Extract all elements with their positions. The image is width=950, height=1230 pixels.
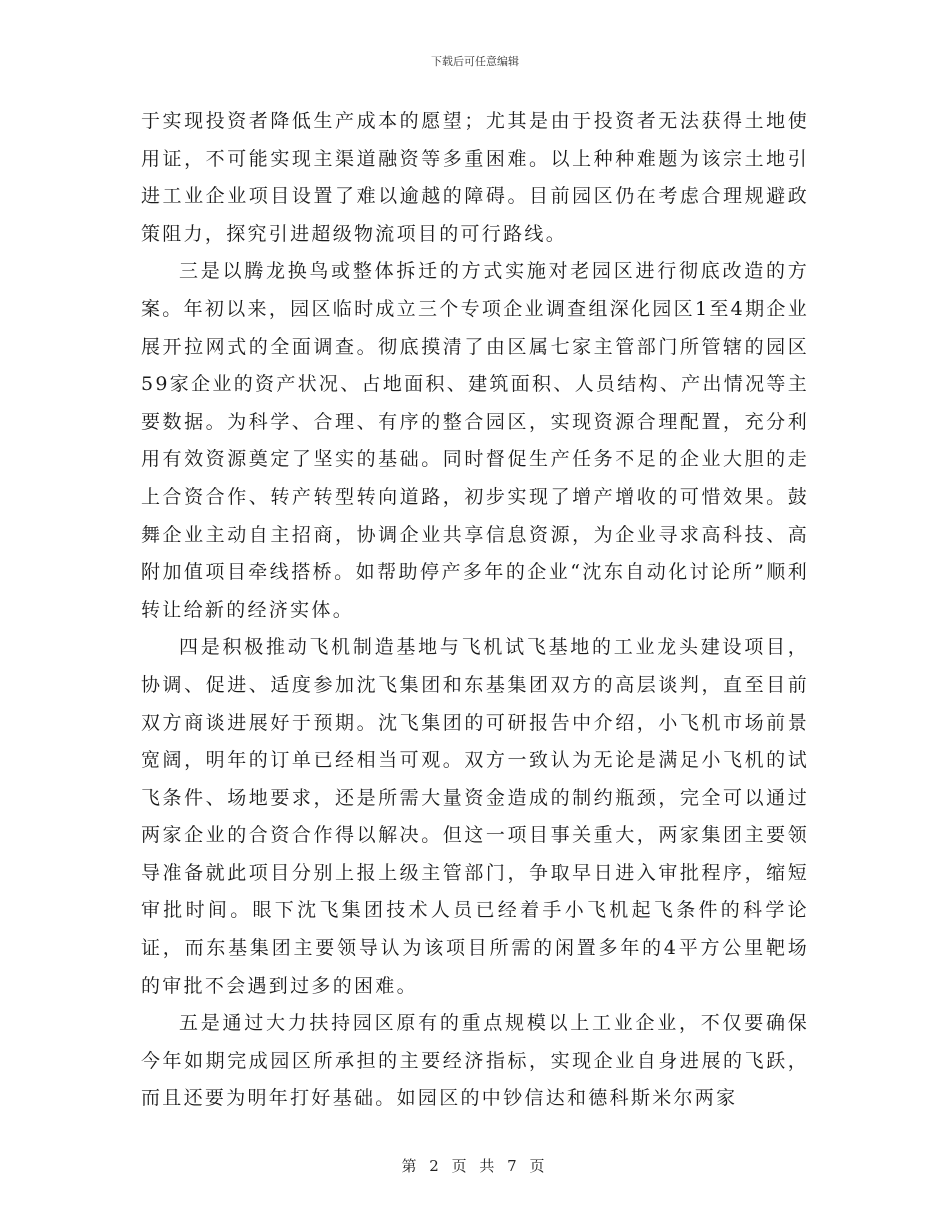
- page-header: 下载后可任意编辑: [431, 55, 519, 68]
- page-footer: 第 2 页 共 7 页: [401, 1157, 549, 1175]
- paragraph-3: 四是积极推动飞机制造基地与飞机试飞基地的工业龙头建设项目，协调、促进、适度参加沈飞集团和东基集团双方的高层谈判，直至目前双方商谈进展好于预期。沈飞集团的可研报告中介绍，小飞机市场前景宽阔，明年的订单已经相当可观。双方一致认为无论是满足小飞机的试飞条件、场地要求，还是所需大量资金造成的制约瓶颈，完全可以通过两家企业的合资合作得以解决。但这一项目事关重大，两家集团主要领导准备就此项目分别上报上级主管部门，争取早日进入审批程序，缩短审批时间。眼下沈飞集团技术人员已经着手小飞机起飞条件的科学论证，而东基集团主要领导认为该项目所需的闲置多年的4平方公里靶场的审批不会遇到过多的困难。: [141, 636, 809, 997]
- paragraph-4: 五是通过大力扶持园区原有的重点规模以上工业企业，不仅要确保今年如期完成园区所承担的主要经济指标，实现企业自身进展的飞跃，而且还要为明年打好基础。如园区的中钞信达和德科斯米尔两家: [141, 1012, 809, 1110]
- document-body: [141, 103, 809, 1118]
- paragraph-1: 于实现投资者降低生产成本的愿望；尤其是由于投资者无法获得土地使用证，不可能实现主渠道融资等多重困难。以上种种难题为该宗土地引进工业企业项目设置了难以逾越的障碍。目前园区仍在考虑合理规避政策阻力，探究引进超级物流项目的可行路线。: [141, 110, 809, 245]
- paragraph-2: 三是以腾龙换鸟或整体拆迁的方式实施对老园区进行彻底改造的方案。年初以来，园区临时成立三个专项企业调查组深化园区1至4期企业展开拉网式的全面调查。彻底摸清了由区属七家主管部门所管辖的园区59家企业的资产状况、占地面积、建筑面积、人员结构、产出情况等主要数据。为科学、合理、有序的整合园区，实现资源合理配置，充分利用有效资源奠定了坚实的基础。同时督促生产任务不足的企业大胆的走上合资合作、转产转型转向道路，初步实现了增产增收的可惜效果。鼓舞企业主动自主招商，协调企业共享信息资源，为企业寻求高科技、高附加值项目牵线搭桥。如帮助停产多年的企业“沈东自动化讨论所”顺利转让给新的经济实体。: [141, 260, 809, 621]
